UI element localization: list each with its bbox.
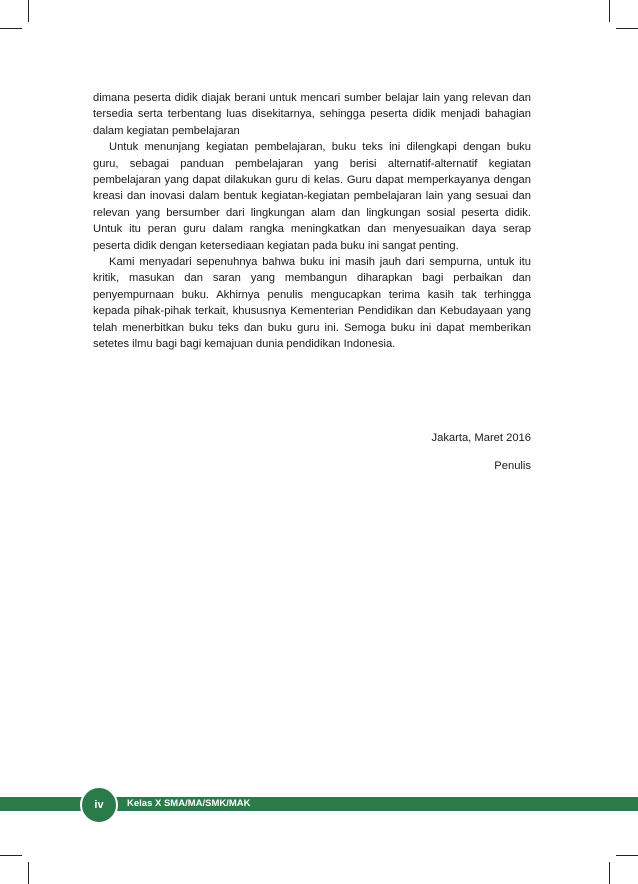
paragraph-1: dimana peserta didik diajak berani untuk mencari sumber belajar lain yang relevan dan tersedia serta terbentang luas disekitarnya, sehingga peserta didik menjadi bahagian dalam kegiatan pembelajaran	[93, 92, 531, 137]
signature-author: Penulis	[494, 460, 531, 472]
crop-mark	[28, 862, 29, 884]
crop-mark	[609, 862, 610, 884]
page-number-badge	[80, 786, 118, 824]
crop-mark	[28, 0, 29, 22]
paragraph-3: Kami menyadari sepenuhnya bahwa buku ini masih jauh dari sempurna, untuk itu kritik, masukan dan saran yang membangun diharapkan bagi perbaikan dan penyempurnaan buku. Akhirnya penulis mengucapkan terima kasih tak terhingga kepada pihak-pihak terkait, khususnya Kementerian Pendidikan dan Kebudayaan yang telah menerbitkan buku teks dan buku guru ini. Semoga buku ini dapat memberikan setetes ilmu bagi bagi kemajuan dunia pendidikan Indonesia.	[93, 256, 531, 351]
crop-mark	[0, 855, 22, 856]
paragraph-2: Untuk menunjang kegiatan pembelajaran, buku teks ini dilengkapi dengan buku guru, sebagai panduan pembelajaran yang berisi alternatif-alternatif kegiatan pembelajaran yang dapat dilakukan guru di kelas. Guru dapat memperkayanya dengan kreasi dan inovasi dalam bentuk kegiatan-kegiatan pembelajaran lain yang sesuai dan relevan yang bersumber dari lingkungan alam dan lingkungan sosial peserta didik. Untuk itu peran guru dalam rangka meningkatkan dan menyesuaikan daya serap peserta didik dengan ketersediaan kegiatan pada buku ini sangat penting.	[93, 141, 531, 252]
page-number: iv	[94, 799, 104, 811]
signature-place-date: Jakarta, Maret 2016	[431, 432, 531, 444]
body-text	[93, 90, 531, 353]
crop-mark	[616, 855, 638, 856]
crop-mark	[616, 28, 638, 29]
crop-mark	[609, 0, 610, 22]
crop-mark	[0, 28, 22, 29]
footer-book-title: Kelas X SMA/MA/SMK/MAK	[127, 798, 251, 809]
